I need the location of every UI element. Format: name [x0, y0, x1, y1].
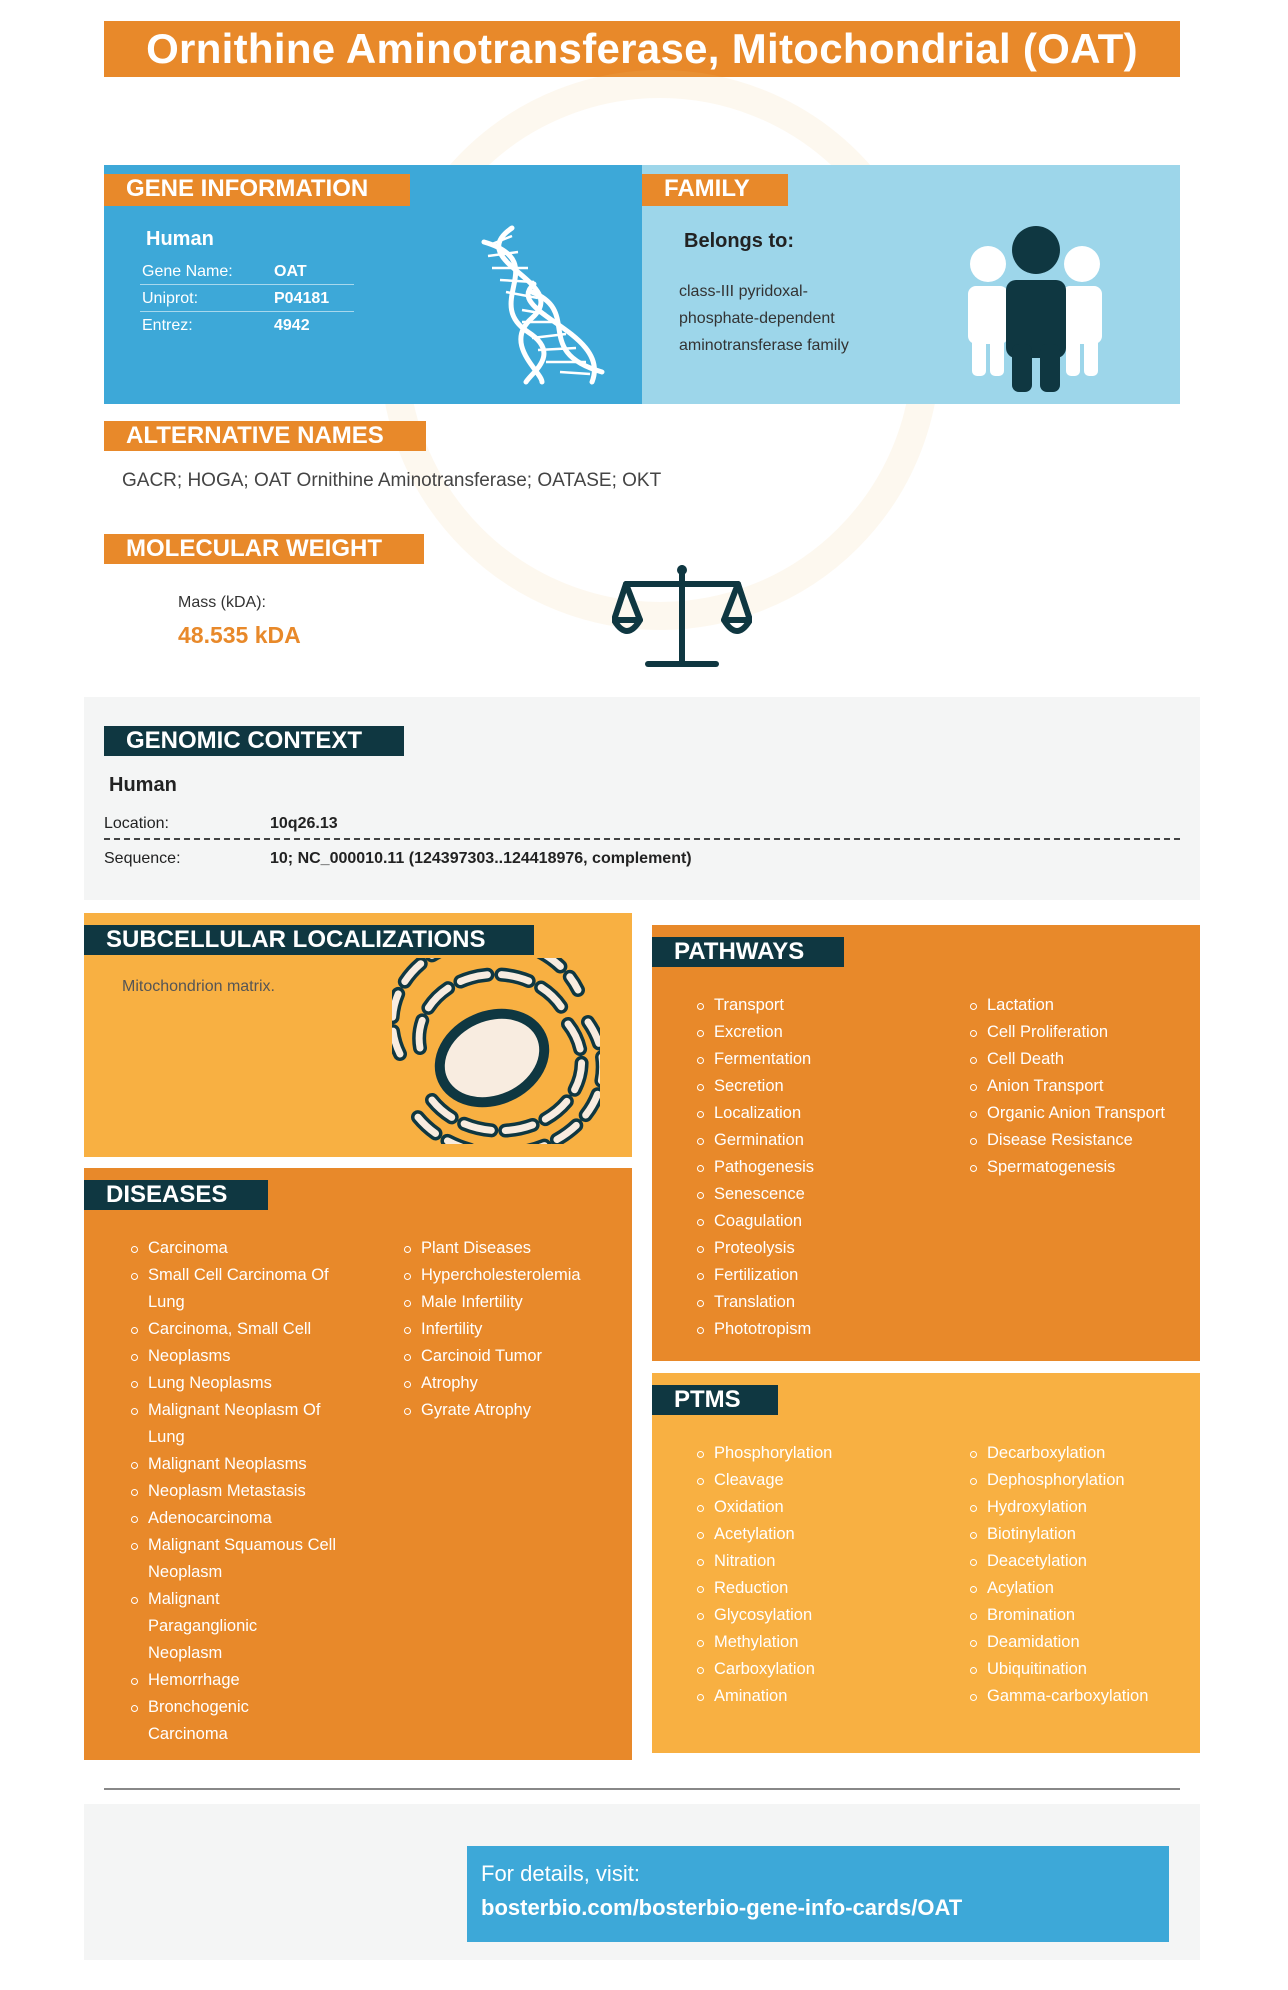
- diseases-list-1: [128, 1235, 354, 1748]
- list-item: Plant Diseases: [401, 1235, 623, 1262]
- list-item: Cell Proliferation: [967, 1019, 1197, 1046]
- details-label: For details, visit:: [481, 1861, 640, 1886]
- list-item: Gyrate Atrophy: [401, 1397, 623, 1424]
- list-item: Phosphorylation: [694, 1440, 944, 1467]
- gene-row-label: Entrez:: [142, 317, 193, 334]
- list-item: Senescence: [694, 1181, 944, 1208]
- list-item: Lung Neoplasms: [128, 1370, 354, 1397]
- list-item: Proteolysis: [694, 1235, 944, 1262]
- list-item: Transport: [694, 992, 944, 1019]
- family-belongs-label: Belongs to:: [684, 230, 794, 252]
- pathways-list-1: [694, 992, 944, 1343]
- diseases-heading: DISEASES: [84, 1180, 268, 1210]
- list-item: Nitration: [694, 1548, 944, 1575]
- list-item: Carcinoma, Small Cell: [128, 1316, 354, 1343]
- list-item: Excretion: [694, 1019, 944, 1046]
- gene-row-label: Gene Name:: [142, 263, 233, 280]
- list-item: Spermatogenesis: [967, 1154, 1197, 1181]
- list-item: Pathogenesis: [694, 1154, 944, 1181]
- list-item: Adenocarcinoma: [128, 1505, 354, 1532]
- list-item: Cleavage: [694, 1467, 944, 1494]
- list-item: Organic Anion Transport: [967, 1100, 1197, 1127]
- list-item: Bromination: [967, 1602, 1197, 1629]
- gene-row-uniprot: [140, 285, 354, 312]
- list-item: Malignant Neoplasm Of Lung: [128, 1397, 354, 1451]
- alternative-names-heading: ALTERNATIVE NAMES: [104, 421, 426, 451]
- list-item: Hemorrhage: [128, 1667, 354, 1694]
- ptms-heading: PTMS: [652, 1385, 778, 1415]
- list-item: Carboxylation: [694, 1656, 944, 1683]
- family-heading: FAMILY: [642, 174, 788, 206]
- dna-icon: [462, 222, 612, 388]
- gene-row-value: 4942: [274, 317, 310, 334]
- list-item: Fertilization: [694, 1262, 944, 1289]
- gene-row-label: Uniprot:: [142, 290, 199, 307]
- details-link-box[interactable]: [467, 1846, 1169, 1942]
- list-item: Reduction: [694, 1575, 944, 1602]
- mitochondrion-icon: [392, 958, 600, 1144]
- list-item: Gamma-carboxylation: [967, 1683, 1197, 1710]
- list-item: Anion Transport: [967, 1073, 1197, 1100]
- list-item: Carcinoma: [128, 1235, 354, 1262]
- list-item: Glycosylation: [694, 1602, 944, 1629]
- list-item: Dephosphorylation: [967, 1467, 1197, 1494]
- list-item: Neoplasms: [128, 1343, 354, 1370]
- list-item: Acylation: [967, 1575, 1197, 1602]
- list-item: Ubiquitination: [967, 1656, 1197, 1683]
- list-item: Phototropism: [694, 1316, 944, 1343]
- people-icon: [960, 224, 1120, 394]
- genomic-row-value: 10q26.13: [270, 815, 338, 832]
- pathways-heading: PATHWAYS: [652, 937, 844, 967]
- ptms-list-1: [694, 1440, 944, 1710]
- gene-row-value: P04181: [274, 290, 330, 307]
- list-item: Secretion: [694, 1073, 944, 1100]
- list-item: Localization: [694, 1100, 944, 1127]
- list-item: Decarboxylation: [967, 1440, 1197, 1467]
- details-url-link[interactable]: bosterbio.com/bosterbio-gene-info-cards/OAT: [481, 1895, 963, 1920]
- genomic-row-label: Location:: [104, 815, 169, 832]
- family-line: phosphate-dependent: [679, 310, 835, 327]
- molecular-weight-heading: MOLECULAR WEIGHT: [104, 534, 424, 564]
- diseases-list-2: [401, 1235, 623, 1424]
- list-item: Germination: [694, 1127, 944, 1154]
- genomic-context-heading: GENOMIC CONTEXT: [104, 726, 404, 756]
- list-item: Bronchogenic Carcinoma: [128, 1694, 278, 1748]
- gene-row-value: OAT: [274, 263, 307, 280]
- list-item: Fermentation: [694, 1046, 944, 1073]
- scale-icon: [612, 560, 752, 676]
- list-item: Malignant Paraganglionic Neoplasm: [128, 1586, 258, 1667]
- list-item: Lactation: [967, 992, 1197, 1019]
- footer-divider: [104, 1788, 1180, 1790]
- list-item: Oxidation: [694, 1494, 944, 1521]
- gene-information-heading: GENE INFORMATION: [104, 174, 410, 206]
- list-item: Atrophy: [401, 1370, 623, 1397]
- list-item: Disease Resistance: [967, 1127, 1197, 1154]
- list-item: Malignant Neoplasms: [128, 1451, 354, 1478]
- list-item: Carcinoid Tumor: [401, 1343, 623, 1370]
- genomic-row-label: Sequence:: [104, 850, 181, 867]
- list-item: Amination: [694, 1683, 944, 1710]
- pathways-list-2: [967, 992, 1197, 1181]
- gene-row-name: [140, 258, 354, 285]
- list-item: Male Infertility: [401, 1289, 623, 1316]
- list-item: Small Cell Carcinoma Of Lung: [128, 1262, 354, 1316]
- subcellular-heading: SUBCELLULAR LOCALIZATIONS: [84, 925, 534, 955]
- list-item: Translation: [694, 1289, 944, 1316]
- family-description: [679, 278, 899, 359]
- mass-label: Mass (kDA):: [178, 594, 266, 611]
- genomic-row-sequence: [104, 843, 1180, 875]
- list-item: Deacetylation: [967, 1548, 1197, 1575]
- genomic-row-location: [104, 808, 1180, 840]
- list-item: Hypercholesterolemia: [401, 1262, 623, 1289]
- gene-row-entrez: [140, 312, 354, 339]
- list-item: Deamidation: [967, 1629, 1197, 1656]
- list-item: Hydroxylation: [967, 1494, 1197, 1521]
- page-title: Ornithine Aminotransferase, Mitochondrial (OAT): [104, 21, 1180, 77]
- list-item: Neoplasm Metastasis: [128, 1478, 354, 1505]
- ptms-list-2: [967, 1440, 1197, 1710]
- list-item: Acetylation: [694, 1521, 944, 1548]
- genomic-row-value: 10; NC_000010.11 (124397303..124418976, complement): [270, 850, 692, 867]
- family-line: class-III pyridoxal-: [679, 283, 808, 300]
- genomic-organism: Human: [109, 774, 177, 796]
- subcellular-text: Mitochondrion matrix.: [122, 978, 275, 995]
- list-item: Infertility: [401, 1316, 623, 1343]
- gene-organism: Human: [146, 228, 214, 250]
- list-item: Malignant Squamous Cell Neoplasm: [128, 1532, 354, 1586]
- list-item: Coagulation: [694, 1208, 944, 1235]
- mass-value: 48.535 kDA: [178, 622, 301, 648]
- list-item: Methylation: [694, 1629, 944, 1656]
- list-item: Biotinylation: [967, 1521, 1197, 1548]
- family-line: aminotransferase family: [679, 337, 849, 354]
- list-item: Cell Death: [967, 1046, 1197, 1073]
- alternative-names-text: GACR; HOGA; OAT Ornithine Aminotransferase; OATASE; OKT: [122, 470, 662, 491]
